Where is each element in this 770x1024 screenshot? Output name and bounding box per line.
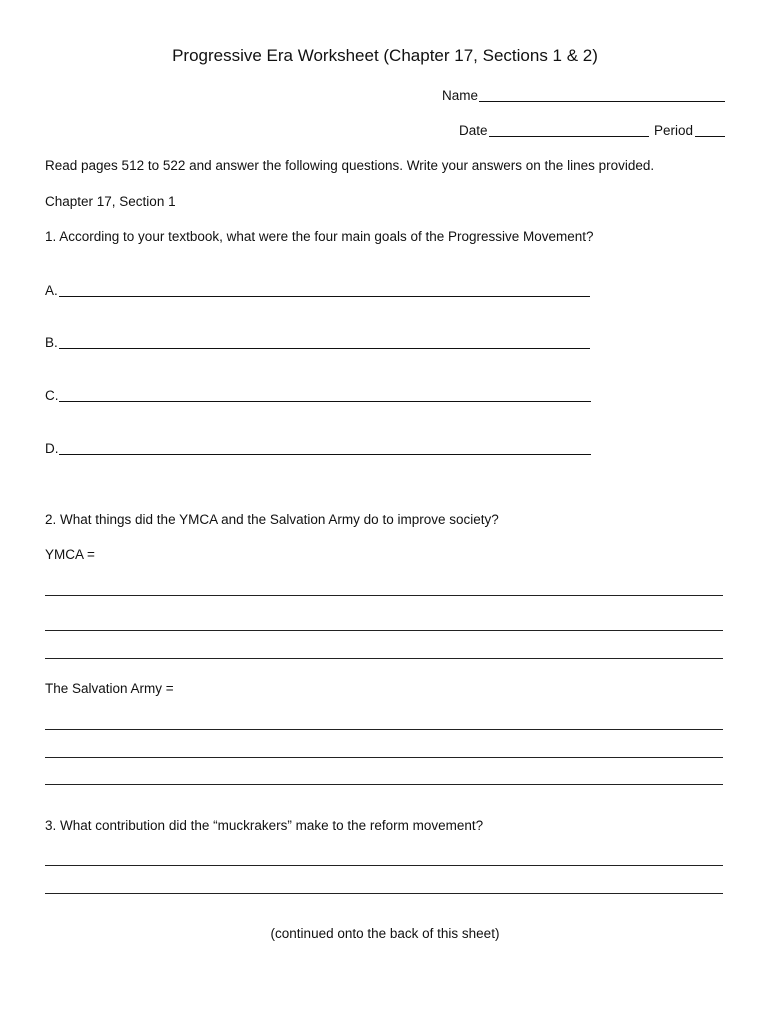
q1-option-a-label: A. xyxy=(45,283,58,298)
ymca-answer-line-3[interactable] xyxy=(45,658,723,659)
q1-option-d-answer-line[interactable] xyxy=(59,454,591,455)
salvation-army-answer-line-1[interactable] xyxy=(45,729,723,730)
salvation-army-answer-line-3[interactable] xyxy=(45,784,723,785)
period-field[interactable] xyxy=(695,136,725,137)
q3-answer-line-1[interactable] xyxy=(45,865,723,866)
name-label: Name xyxy=(442,88,479,103)
question-1: 1. According to your textbook, what were the four main goals of the Progressive Movement? xyxy=(45,229,594,244)
ymca-answer-line-2[interactable] xyxy=(45,630,723,631)
salvation-army-answer-line-2[interactable] xyxy=(45,757,723,758)
q1-option-d-label: D. xyxy=(45,441,59,456)
salvation-army-label: The Salvation Army = xyxy=(45,681,174,696)
continued-note: (continued onto the back of this sheet) xyxy=(270,926,500,941)
ymca-answer-line-1[interactable] xyxy=(45,595,723,596)
question-3: 3. What contribution did the “muckrakers” make to the reform movement? xyxy=(45,818,484,833)
q1-option-b-answer-line[interactable] xyxy=(59,348,590,349)
worksheet-title: Progressive Era Worksheet (Chapter 17, Sections 1 & 2) xyxy=(172,46,598,65)
period-label: Period xyxy=(654,123,694,138)
q1-option-c-label: C. xyxy=(45,388,59,403)
q3-answer-line-2[interactable] xyxy=(45,893,723,894)
ymca-label: YMCA = xyxy=(45,547,95,562)
date-field[interactable] xyxy=(489,136,649,137)
q1-option-a-answer-line[interactable] xyxy=(59,296,590,297)
q1-option-b-label: B. xyxy=(45,335,58,350)
question-2: 2. What things did the YMCA and the Salvation Army do to improve society? xyxy=(45,512,499,527)
instructions: Read pages 512 to 522 and answer the following questions. Write your answers on the lines provided. xyxy=(45,158,655,173)
section-heading: Chapter 17, Section 1 xyxy=(45,194,176,209)
date-label: Date xyxy=(459,123,488,138)
q1-option-c-answer-line[interactable] xyxy=(59,401,591,402)
name-field[interactable] xyxy=(479,101,725,102)
